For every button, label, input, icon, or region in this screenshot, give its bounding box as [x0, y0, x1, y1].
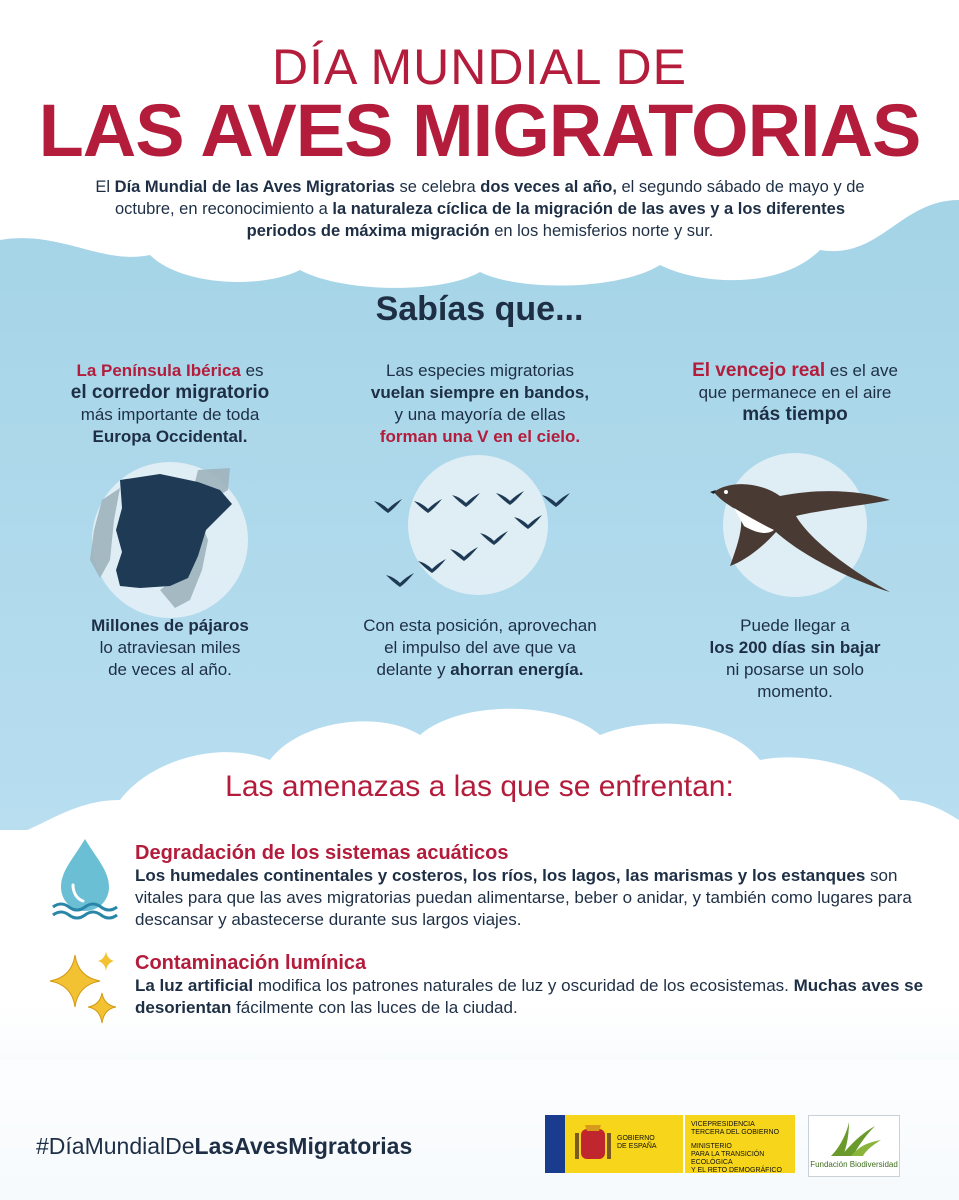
eu-flag-icon — [545, 1115, 565, 1173]
threat-1-text: Los humedales continentales y costeros, los ríos, los lagos, las marismas y los estanques son vitales para que las aves migratorias puedan alimentarse, beber o anidar, y también como lugares para descansar y abastecerse durante sus largos viajes. — [135, 866, 912, 929]
bird-icon — [452, 493, 480, 507]
grass-icon — [827, 1120, 883, 1158]
iberian-peninsula-map-icon — [80, 460, 260, 610]
bird-icon — [496, 491, 524, 505]
threat-1 — [135, 842, 935, 931]
col3-bottom-text: Puede llegar a los 200 días sin bajar ni posarse un solo momento. — [709, 616, 881, 701]
title-line-2: LAS AVES MIGRATORIAS — [38, 89, 921, 172]
v-formation-birds-icon — [370, 485, 590, 595]
col2-bottom-text: Con esta posición, aprovechan el impulso del ave que va delante y ahorran energía. — [363, 616, 597, 679]
sparkles-icon — [40, 945, 130, 1030]
title-line-1: DÍA MUNDIAL DE — [271, 39, 687, 95]
hashtag: #DíaMundialDeLasAvesMigratorias — [36, 1133, 413, 1159]
sabias-que-heading: Sabías que... — [375, 290, 584, 328]
bird-icon — [374, 499, 402, 513]
fundacion-biodiversidad-logo: Fundación Biodiversidad — [808, 1115, 900, 1177]
bird-icon — [514, 515, 542, 529]
intro-paragraph: El Día Mundial de las Aves Migratorias se celebra dos veces al año, el segundo sábado de mayo y de octubre, en reconocimiento a la naturaleza cíclica de la migración de las aves y a los diferentes periodos de máxima migración en los hemisferios norte y sur. — [95, 178, 865, 240]
coat-of-arms-icon — [573, 1123, 613, 1167]
col3-top-text: El vencejo real es el ave que permanece en el aire más tiempo — [692, 360, 898, 425]
bird-icon — [386, 573, 414, 587]
threat-2-title: Contaminación lumínica — [135, 952, 367, 974]
swift-bird-icon — [700, 470, 900, 600]
bird-icon — [414, 499, 442, 513]
bird-icon — [542, 493, 570, 507]
water-drop-icon — [45, 835, 125, 920]
threat-2-text: La luz artificial modifica los patrones naturales de luz y oscuridad de los ecosistemas. Muchas aves se desorientan fácilmente con las luces de la ciudad. — [135, 976, 924, 1017]
col1-top-text: La Península Ibérica es el corredor migratorio más importante de toda Europa Occidental. — [70, 361, 270, 446]
col1-bottom-text: Millones de pájaros lo atraviesan miles de veces al año. — [91, 616, 249, 679]
col2-top-text: Las especies migratorias vuelan siempre en bandos, y una mayoría de ellas forman una V en el cielo. — [370, 361, 590, 446]
bird-icon — [418, 559, 446, 573]
bird-icon — [480, 531, 508, 545]
bird-icon — [450, 547, 478, 561]
threat-2 — [135, 952, 935, 1019]
threats-heading: Las amenazas a las que se enfrentan: — [225, 770, 734, 803]
gobierno-logo: GOBIERNO DE ESPAÑA VICEPRESIDENCIA TERCERA DEL GOBIERNO MINISTERIO PARA LA TRANSICIÓN ECOLÓGICA Y EL RETO DEMOGRÁFICO — [545, 1115, 795, 1173]
threat-1-title: Degradación de los sistemas acuáticos — [135, 842, 509, 864]
